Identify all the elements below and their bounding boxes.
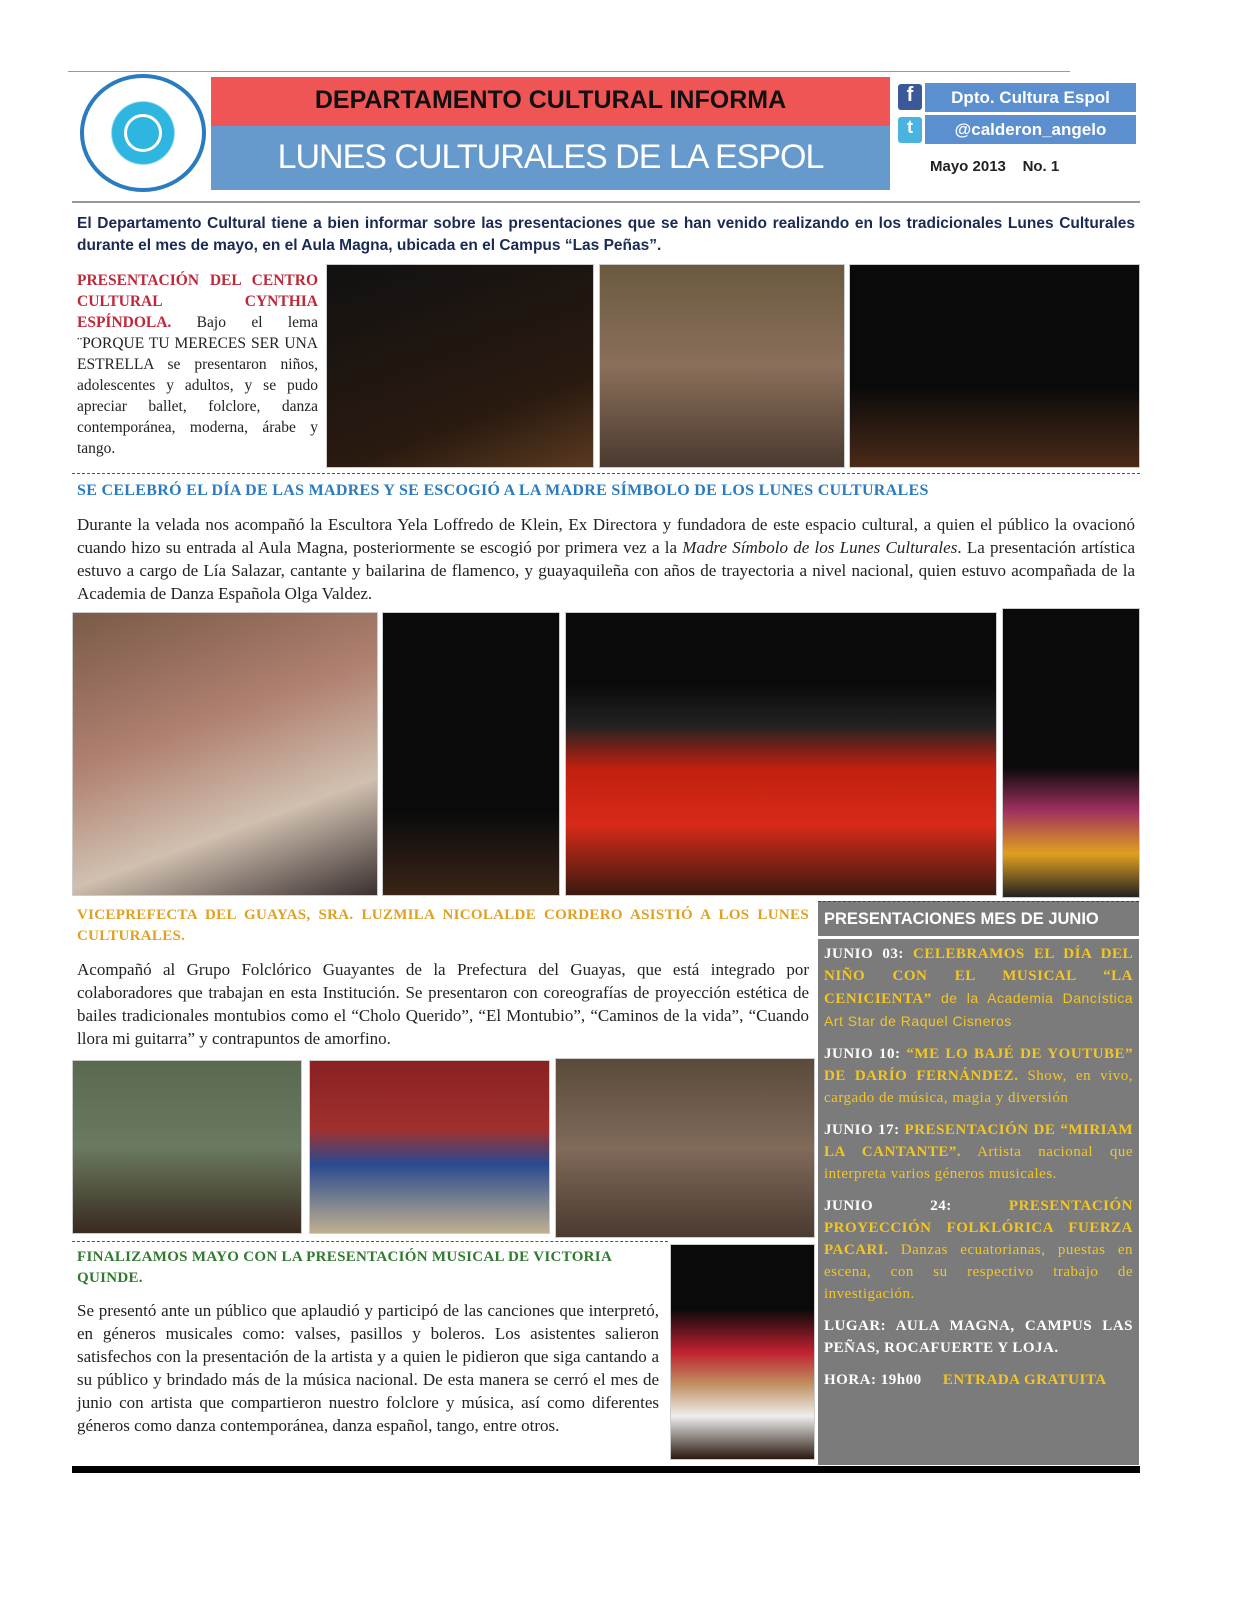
issue-date: Mayo 2013 [930,158,1006,175]
issue-info [930,158,1059,175]
section-3-heading: VICEPREFECTA DEL GUAYAS, SRA. LUZMILA NICOLALDE CORDERO ASISTIÓ A LOS LUNES CULTURALES. [77,907,809,944]
section-4-body: Se presentó ante un público que aplaudió y participó de las canciones que interpretó, en géneros musicales como: valses, pasillos y boleros. Los asistentes salieron satisfechos con la presentación de la artista y a quien le pidieron que siga cantando a su público y brindado más de la música nacional. De esta manera se cerró el mes de junio con artista que compartieron nuestro folclore y música, así como diferentes géneros como danza contemporánea, danza español, tango, entre otros. [77,1301,659,1435]
photo-folk-dancers [72,1060,302,1234]
event-desc: Danzas ecuatorianas, puestas en escena, con su respectivo trabajo de investigación. [824,1242,1133,1302]
event-place: LUGAR: AULA MAGNA, CAMPUS LAS PEÑAS, ROCAFUERTE Y LOJA. [824,1318,1133,1356]
section-2-body-a: Durante la velada nos acompañó la Escultora Yela Loffredo de Klein, Ex Directora y fundadora de este espacio cultural, a quien el público la ovacionó cuando hizo su entrada al Aula Magna, posteriormente se escogió por primera vez a la [77,515,1135,557]
event-title: CELEBRAMOS EL DÍA DEL NIÑO CON EL MUSICAL “LA CENICIENTA” [824,946,1133,1007]
divider [72,473,1140,474]
section-2-body-b: . La presentación artística estuvo a cargo de Lía Salazar, cantante y bailarina de flamenco, y guayaquileña con años de trayectoria a nivel nacional, quien estuvo acompañada de la Academia de Danza Española Olga Valdez. [77,538,1136,603]
event-date: JUNIO 17: [824,1122,905,1138]
intro-text: El Departamento Cultural tiene a bien informar sobre las presentaciones que se han venido realizando en los tradicionales Lunes Culturales durante el mes de mayo, en el Aula Magna, ubicada en el Campus “Las Peñas”. [77,215,1135,254]
photo-audience [599,264,845,468]
event-date: JUNIO 24: [824,1198,1009,1214]
event-title: “ME LO BAJÉ DE YOUTUBE” DE DARÍO FERNÁNDEZ. [824,1046,1134,1084]
section-3-body: Acompañó al Grupo Folclórico Guayantes de la Prefectura del Guayas, que está integrado por colaboradores que trabajan en esta Institución. Se presentaron con coreografías de proyección estética de bailes tradicionales montubios como el “Cholo Querido”, “El Montubio”, “Caminos de la vida”, “Cuando llora mi guitarra” y contrapuntos de amorfino. [77,960,809,1048]
event-time: HORA: 19h00 [824,1372,922,1388]
divider [72,1241,668,1242]
event-title: PRESENTACIÓN DE “MIRIAM LA CANTANTE”. [824,1122,1133,1160]
sidebar-events [818,939,1139,1465]
section-2-emphasis: Madre Símbolo de los Lunes Culturales [682,538,958,557]
entry-free: ENTRADA GRATUITA [942,1372,1107,1388]
twitter-icon[interactable]: t [898,117,922,143]
photo-singers [382,612,560,896]
footer-rule [72,1466,1140,1473]
turtle-icon [124,114,162,152]
photo-group-dance [849,264,1140,468]
sidebar-title: PRESENTACIONES MES DE JUNIO [818,901,1139,936]
photo-flamenco-dancers [565,612,997,896]
event-date: JUNIO 03: [824,946,914,962]
issue-number: No. 1 [1022,158,1060,175]
event-desc: Artista nacional que interpreta varios géneros musicales. [824,1144,1133,1182]
photo-victoria-quinde [670,1244,815,1460]
facebook-link[interactable]: Dpto. Cultura Espol [925,83,1136,112]
section-2-heading: SE CELEBRÓ EL DÍA DE LAS MADRES Y SE ESCOGIÓ A LA MADRE SÍMBOLO DE LOS LUNES CULTURALES [77,482,929,499]
photo-dancer-solo [326,264,594,468]
photo-soloist [1002,608,1140,898]
event-date: JUNIO 10: [824,1046,907,1062]
photo-audience-2 [555,1058,815,1238]
section-4-heading: FINALIZAMOS MAYO CON LA PRESENTACIÓN MUSICAL DE VICTORIA QUINDE. [77,1249,612,1286]
top-rule [68,71,1070,72]
section-1-body: Bajo el lema ¨PORQUE TU MERECES SER UNA ESTRELLA se presentaron niños, adolescentes y adultos, y se pudo apreciar ballet, folclore, danza contemporánea, moderna, árabe y tango. [77,314,318,457]
section-1 [77,270,318,459]
facebook-icon[interactable]: f [898,84,922,110]
photo-madre-simbolo [72,612,378,896]
header-title-band: DEPARTAMENTO CULTURAL INFORMA [211,77,890,126]
espol-logo [80,74,206,192]
event-item [824,1119,1133,1185]
section-2-body [77,513,1135,605]
twitter-link[interactable]: @calderon_angelo [925,115,1136,144]
event-item [824,1043,1133,1109]
event-title: PRESENTACIÓN PROYECCIÓN FOLKLÓRICA FUERZA PACARI. [824,1198,1133,1258]
photo-viceprefecta-group [309,1060,550,1234]
section-1-heading: PRESENTACIÓN DEL CENTRO CULTURAL CYNTHIA ESPÍNDOLA. [77,272,318,331]
header-rule [72,201,1140,203]
event-desc: de la Academia Dancística Art Star de Raquel Cisneros [824,990,1133,1029]
event-time-row [824,1369,1133,1391]
event-item [824,943,1133,1033]
event-item [824,1195,1133,1305]
event-desc: Show, en vivo, cargado de música, magia y diversión [824,1068,1133,1106]
header-subtitle-band: LUNES CULTURALES DE LA ESPOL [211,126,890,190]
